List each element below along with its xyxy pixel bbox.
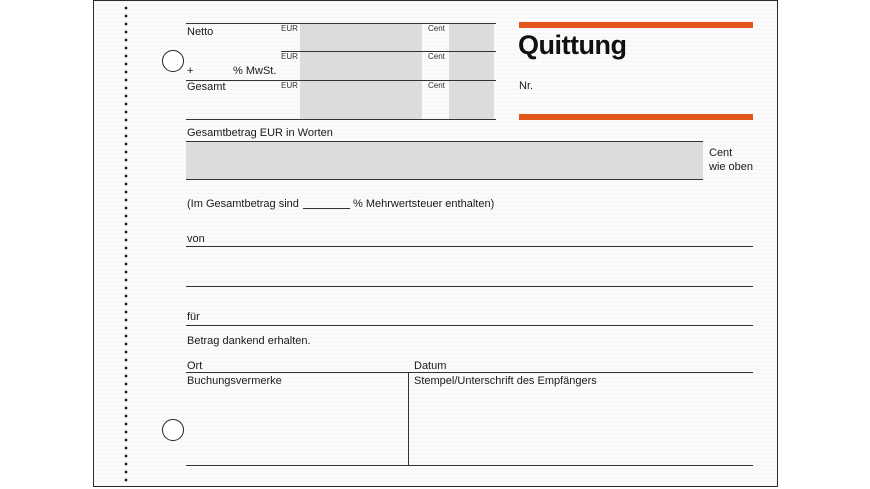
plus-label: + [187,65,194,77]
ort-label: Ort [187,360,203,372]
datum-label: Datum [414,360,447,372]
buchung-label: Buchungsvermerke [187,375,282,387]
von-line-2[interactable] [186,286,753,287]
fuer-label: für [187,311,200,323]
table-bottom-line [186,119,496,120]
cent-note-line1: Cent [709,147,733,159]
stempel-label: Stempel/Unterschrift des Empfängers [414,375,597,387]
bottom-divider [408,372,409,465]
gesamt-currency: EUR [281,81,298,90]
mwst-cent-field[interactable] [449,52,494,80]
vat-sentence-end: % Mehrwertsteuer enthalten) [353,198,495,210]
gesamt-cent-field[interactable] [449,81,494,119]
netto-label: Netto [187,26,214,38]
mwst-cent-label: Cent [428,52,445,61]
vat-percent-blank[interactable] [303,208,350,209]
netto-eur-field[interactable] [300,24,422,51]
netto-cent-field[interactable] [449,24,494,51]
punch-hole-top [162,50,184,72]
ort-datum-line[interactable] [186,372,753,373]
bottom-line [186,465,753,466]
cent-note-line2: wie oben [709,161,754,173]
perforation-line [124,4,128,486]
gesamt-label: Gesamt [187,81,226,93]
words-label: Gesamtbetrag EUR in Worten [187,127,333,139]
vat-sentence-start: (Im Gesamtbetrag sind [187,198,299,210]
received-text: Betrag dankend erhalten. [187,335,311,347]
von-line[interactable] [186,246,753,247]
punch-hole-bottom [162,419,184,441]
netto-cent-label: Cent [428,24,445,33]
receipt-number-label: Nr. [519,80,534,92]
words-bottom-line [186,179,703,180]
netto-currency: EUR [281,24,298,33]
gesamt-eur-field[interactable] [300,81,422,119]
words-field[interactable] [186,142,703,179]
title-bar-top [519,22,753,28]
gesamt-cent-label: Cent [428,81,445,90]
von-label: von [187,233,205,245]
receipt-title: Quittung [518,30,627,60]
mwst-eur-field[interactable] [300,52,422,80]
fuer-line[interactable] [186,325,753,326]
mwst-label: % MwSt. [233,65,277,77]
title-bar-bottom [519,114,753,120]
mwst-currency: EUR [281,52,298,61]
